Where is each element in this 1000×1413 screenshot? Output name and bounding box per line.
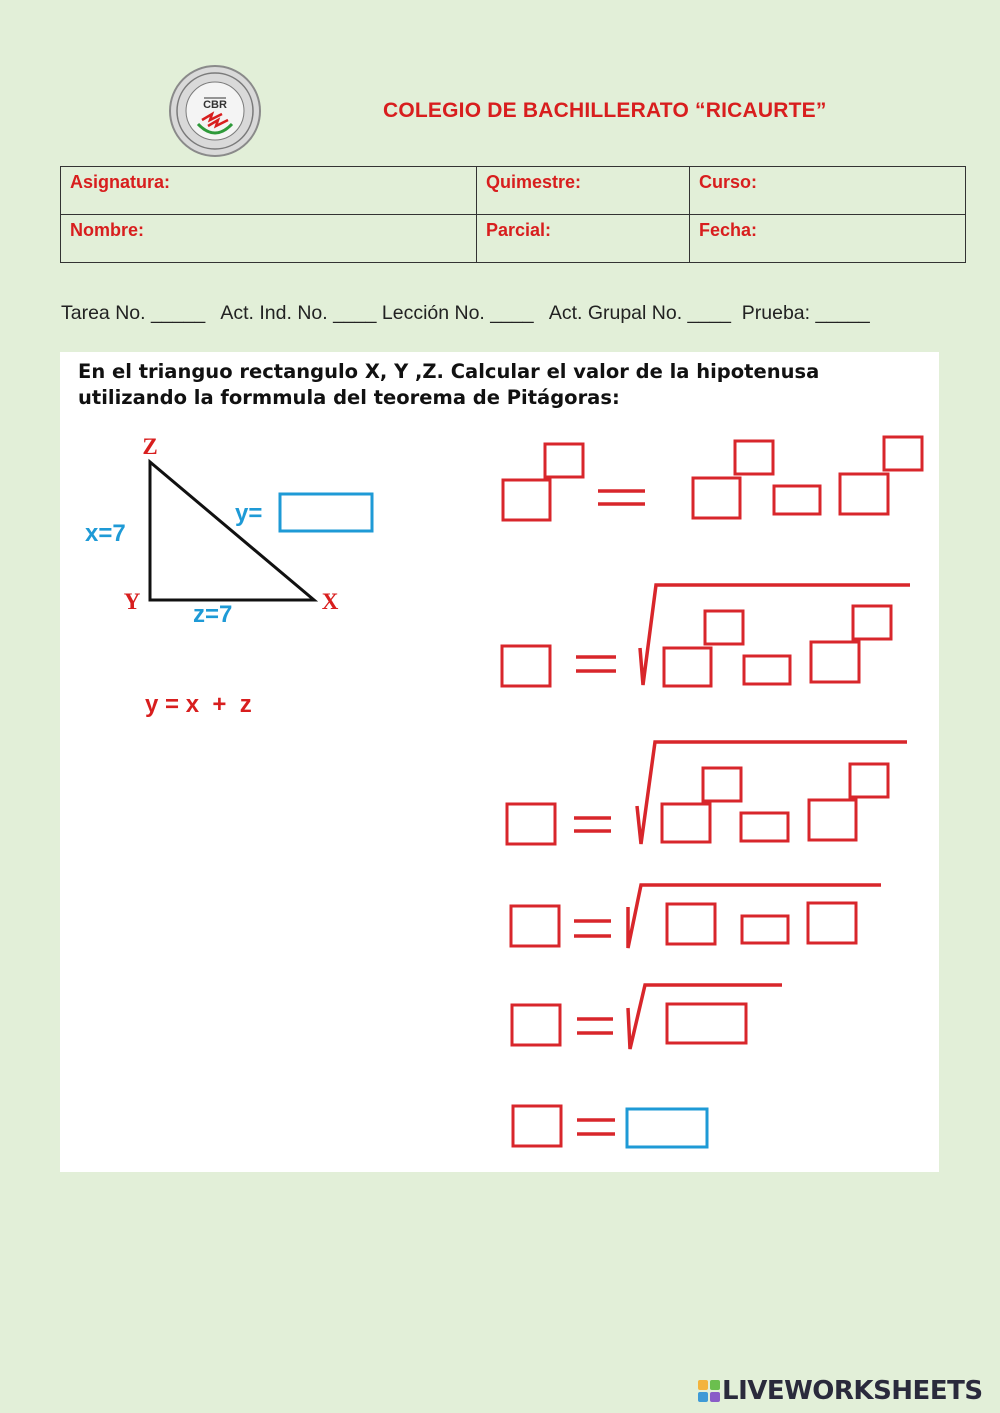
hypotenuse-answer-box[interactable] (280, 494, 372, 531)
answer-box[interactable] (744, 656, 790, 684)
student-info-table (60, 166, 966, 263)
answer-box[interactable] (502, 646, 550, 686)
quimestre-label: Quimestre: (477, 167, 690, 215)
answer-box[interactable] (735, 441, 773, 474)
table-row (61, 167, 966, 215)
school-name: COLEGIO DE BACHILLERATO “RICAURTE” (383, 99, 827, 122)
pythagoras-formula: y = x + z (145, 691, 252, 718)
liveworksheets-watermark (698, 1376, 983, 1406)
vertex-z-label: Z (142, 434, 158, 459)
parcial-label: Parcial: (477, 215, 690, 263)
answer-box[interactable] (853, 606, 891, 639)
exercise-panel (60, 352, 939, 1172)
answer-box[interactable] (742, 916, 788, 943)
side-y-label: y= (235, 500, 263, 527)
answer-box[interactable] (705, 611, 743, 644)
school-seal-icon (168, 64, 262, 158)
asignatura-label: Asignatura: (61, 167, 477, 215)
answer-box[interactable] (774, 486, 820, 514)
side-x-label: x=7 (85, 520, 126, 547)
table-row (61, 215, 966, 263)
answer-box[interactable] (512, 1005, 560, 1045)
answer-box[interactable] (809, 800, 856, 840)
fecha-label: Fecha: (690, 215, 966, 263)
answer-box[interactable] (662, 804, 710, 842)
nombre-label: Nombre: (61, 215, 477, 263)
answer-box[interactable] (503, 480, 550, 520)
instructions-line-2: utilizando la formmula del teorema de Pitágoras: (78, 386, 620, 409)
vertex-x-label: X (321, 589, 339, 614)
answer-box[interactable] (664, 648, 711, 686)
curso-label: Curso: (690, 167, 966, 215)
final-answer-box[interactable] (627, 1109, 707, 1147)
tasks-line: Tarea No. _____ Act. Ind. No. ____ Lección No. ____ Act. Grupal No. ____ Prueba: _____ (61, 302, 870, 324)
answer-box[interactable] (840, 474, 888, 514)
answer-box[interactable] (545, 444, 583, 477)
answer-box[interactable] (850, 764, 888, 797)
logo-text: CBR (203, 99, 227, 111)
answer-box[interactable] (511, 906, 559, 946)
answer-box[interactable] (667, 1004, 746, 1043)
vertex-y-label: Y (123, 589, 141, 614)
answer-box[interactable] (507, 804, 555, 844)
answer-box[interactable] (741, 813, 788, 841)
answer-box[interactable] (811, 642, 859, 682)
answer-box[interactable] (884, 437, 922, 470)
answer-box[interactable] (513, 1106, 561, 1146)
answer-box[interactable] (808, 903, 856, 943)
instructions-line-1: En el trianguo rectangulo X, Y ,Z. Calcular el valor de la hipotenusa (78, 360, 820, 383)
liveworksheets-logo-icon (698, 1380, 720, 1402)
answer-box[interactable] (667, 904, 715, 944)
side-z-label: z=7 (193, 601, 233, 628)
watermark-text: LIVEWORKSHEETS (722, 1376, 983, 1406)
exercise-drawing (60, 352, 939, 1172)
answer-box[interactable] (693, 478, 740, 518)
answer-box[interactable] (703, 768, 741, 801)
